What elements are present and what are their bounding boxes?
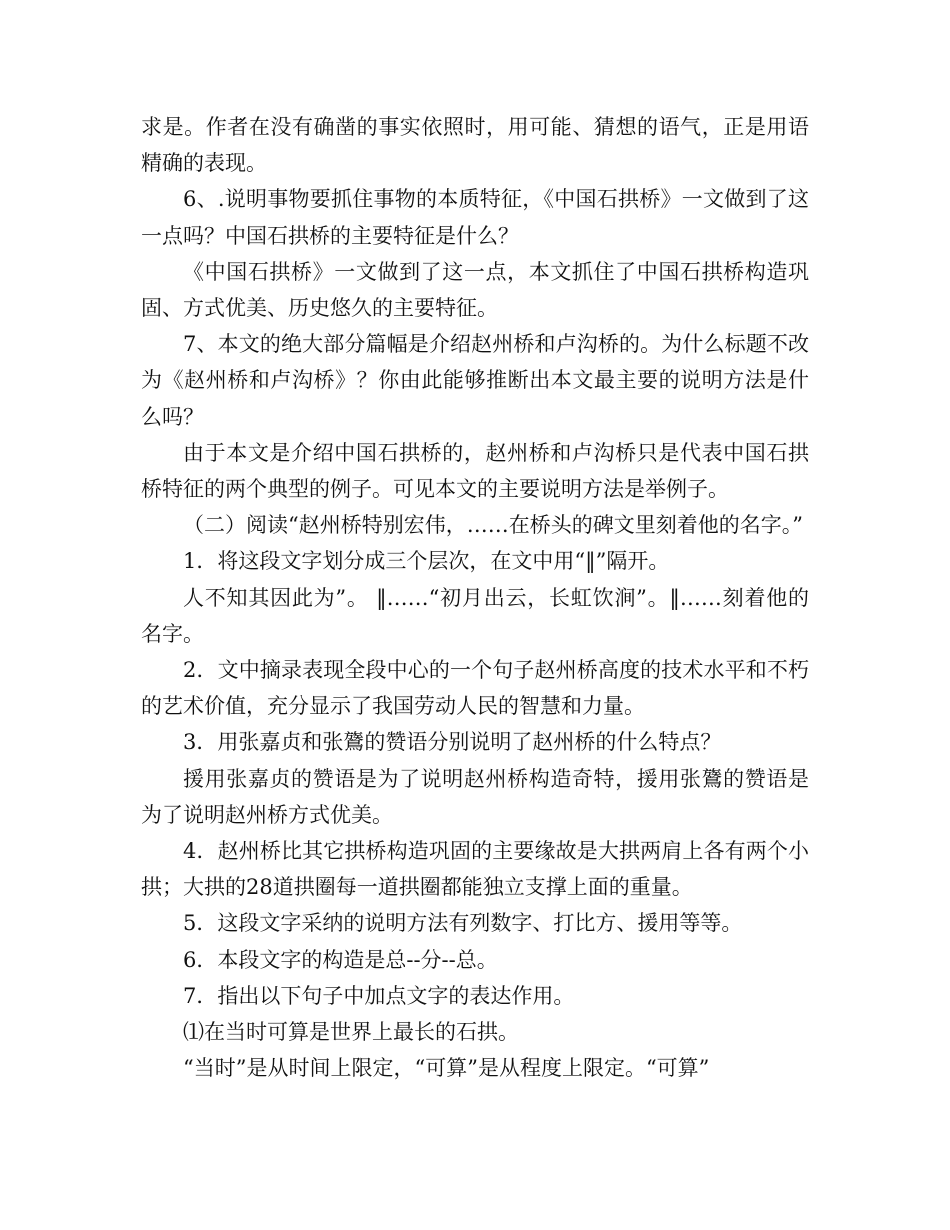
- paragraph: 求是。作者在没有确凿的事实依照时，用可能、猜想的语气，正是用语精确的表现。: [141, 115, 809, 176]
- paragraph: 6．本段文字的构造是总--分--总。: [183, 947, 498, 972]
- paragraph: 6、.说明事物要抓住事物的本质特征，《中国石拱桥》一文做到了这一点吗？中国石拱桥的主要特征是什么？: [141, 187, 809, 248]
- paragraph: 《中国石拱桥》一文做到了这一点，本文抓住了中国石拱桥构造巩固、方式优美、历史悠久的主要特征。: [141, 259, 809, 321]
- paragraph: 7、本文的绝大部分篇幅是介绍赵州桥和卢沟桥的。为什么标题不改为《赵州桥和卢沟桥》？你由此能够推断出本文最主要的说明方法是什么吗？: [141, 332, 809, 429]
- paragraph: 人不知其因此为”。 ‖……“初月出云，长虹饮涧”。‖……刻着他的名字。: [141, 585, 809, 646]
- paragraph: 由于本文是介绍中国石拱桥的，赵州桥和卢沟桥只是代表中国石拱桥特征的两个典型的例子。可见本文的主要说明方法是举例子。: [141, 440, 809, 502]
- paragraph: 4．赵州桥比其它拱桥构造巩固的主要缘故是大拱两肩上各有两个小拱；大拱的28道拱圈每一道拱圈都能独立支撑上面的重量。: [141, 839, 809, 900]
- paragraph: 5．这段文字采纳的说明方法有列数字、打比方、援用等等。: [183, 911, 743, 936]
- paragraph: ⑴在当时可算是世界上最长的石拱。: [183, 1020, 519, 1045]
- paragraph: 2．文中摘录表现全段中心的一个句子赵州桥高度的技术水平和不朽的艺术价值，充分显示了我国劳动人民的智慧和力量。: [141, 658, 809, 719]
- paragraph: 7．指出以下句子中加点文字的表达作用。: [183, 983, 575, 1008]
- paragraph: （二）阅读“赵州桥特别宏伟，……在桥头的碑文里刻着他的名字。”: [183, 513, 803, 538]
- document-body: [141, 109, 809, 1086]
- paragraph: 援用张嘉贞的赞语是为了说明赵州桥构造奇特，援用张鷟的赞语是为了说明赵州桥方式优美。: [141, 766, 809, 827]
- paragraph: “当时”是从时间上限定，“可算”是从程度上限定。“可算”: [183, 1056, 710, 1081]
- paragraph: 3．用张嘉贞和张鷟的赞语分别说明了赵州桥的什么特点？: [183, 730, 722, 755]
- paragraph: 1．将这段文字划分成三个层次，在文中用“‖”隔开。: [183, 549, 670, 574]
